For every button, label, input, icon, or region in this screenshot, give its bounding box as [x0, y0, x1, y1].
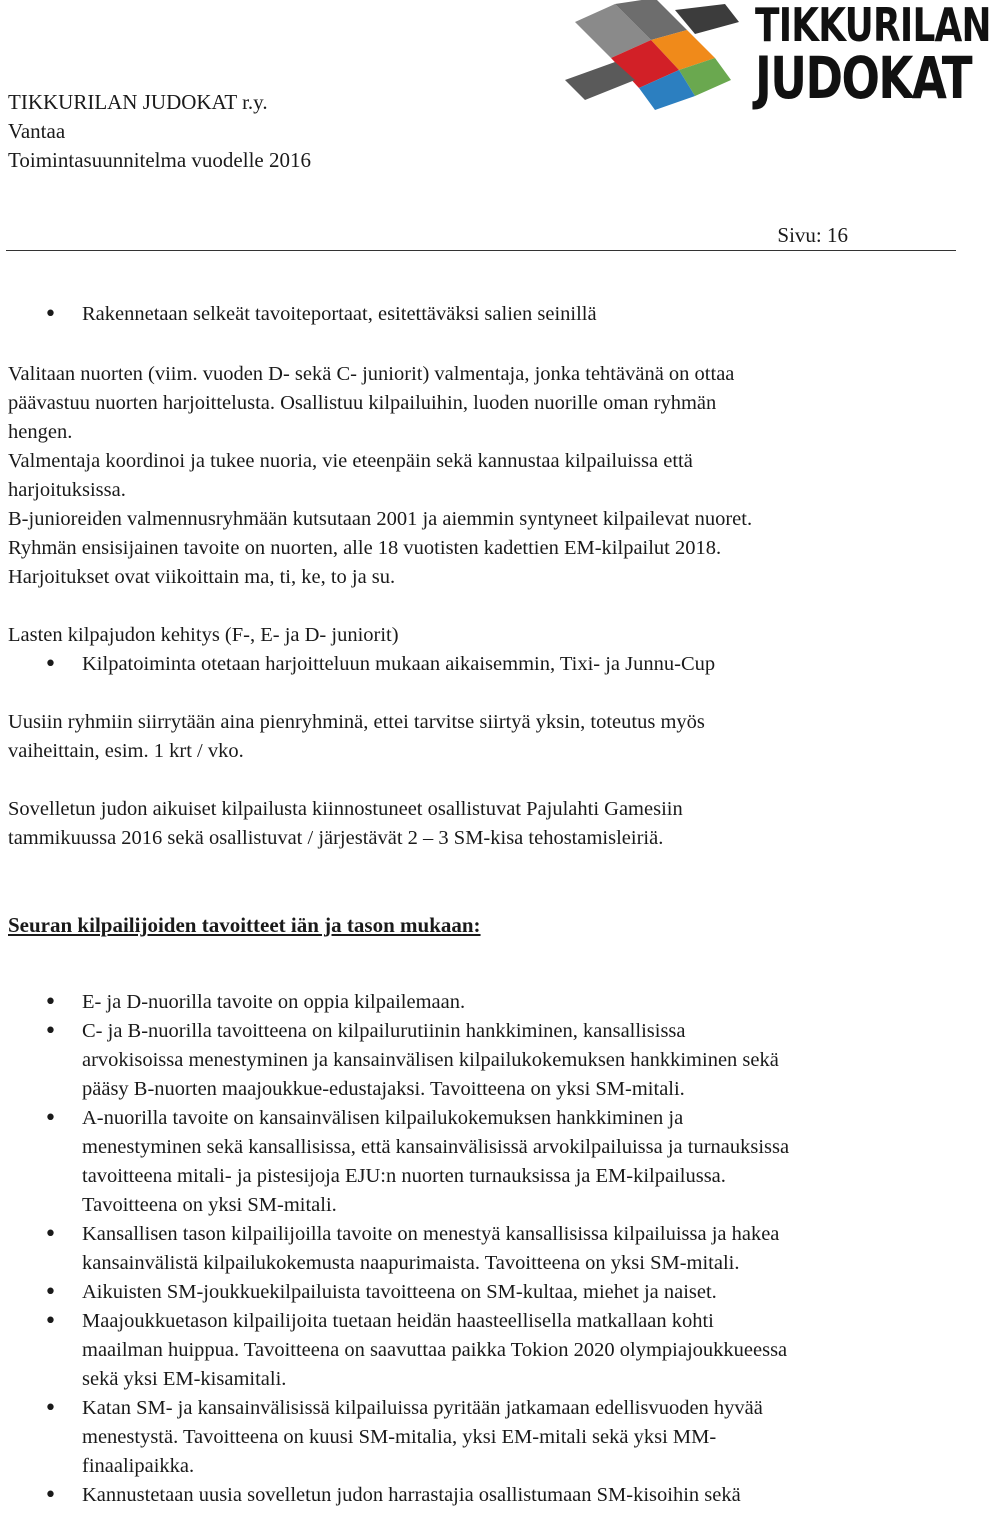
text-line: harjoituksissa. [8, 479, 126, 501]
text-line: menestystä. Tavoitteena on kuusi SM-mitalia, yksi EM-mitali sekä yksi MM- [82, 1426, 717, 1448]
text-line: • C- ja B-nuorilla tavoitteena on kilpailurutiinin hankkiminen, kansallisissa [82, 1020, 686, 1042]
text-line: Valmentaja koordinoi ja tukee nuoria, vie eteenpäin sekä kannustaa kilpailuissa että [8, 450, 693, 472]
list-item [8, 988, 958, 1017]
club-logo [555, 0, 991, 112]
list-item [8, 1307, 958, 1394]
text-line: Tavoitteena on yksi SM-mitali. [82, 1194, 337, 1216]
text-line: menestyminen sekä kansallisissa, että kansainvälisissä arvokilpailuissa ja turnauksissa [82, 1136, 790, 1158]
goals-list [8, 988, 958, 1510]
text-line: tammikuussa 2016 sekä osallistuvat / järjestävät 2 – 3 SM-kisa tehostamisleiriä. [8, 827, 664, 849]
logo-wordmark [755, 0, 991, 112]
logo-line-2: JUDOKAT [755, 44, 972, 112]
section-title-lasten: Lasten kilpajudon kehitys (F-, E- ja D- juniorit) [8, 624, 399, 646]
city: Vantaa [8, 119, 66, 143]
list-item: • Rakennetaan selkeät tavoiteportaat, esitettäväksi salien seinillä [8, 300, 958, 329]
text-line: • Katan SM- ja kansainvälisissä kilpailuissa pyritään jatkamaan edellisvuoden hyvää [82, 1397, 763, 1419]
text-line: Valitaan nuorten (viim. vuoden D- sekä C- juniorit) valmentaja, jonka tehtävänä on ottaa [8, 363, 735, 385]
list-item [8, 1481, 958, 1510]
text-line: arvokisoissa menestyminen ja kansainvälisen kilpailukokemuksen hankkiminen sekä [82, 1049, 779, 1071]
text-line: kansainvälistä kilpailukokemusta naapurimaista. Tavoitteena on yksi SM-mitali. [82, 1252, 740, 1274]
coach-paragraph [8, 360, 958, 592]
document-body [8, 300, 958, 1510]
text-line: Sovelletun judon aikuiset kilpailusta kiinnostuneet osallistuvat Pajulahti Gamesiin [8, 798, 683, 820]
org-name: TIKKURILAN JUDOKAT r.y. [8, 90, 268, 114]
text-line: pääsy B-nuorten maajoukkue-edustajaksi. Tavoitteena on yksi SM-mitali. [82, 1078, 685, 1100]
bullet-list-2 [8, 650, 958, 679]
text-line: • Maajoukkuetason kilpailijoita tuetaan heidän haasteellisella matkallaan kohti [82, 1310, 714, 1332]
text-line: päävastuu nuorten harjoittelusta. Osallistuu kilpailuihin, luoden nuorille oman ryhmän [8, 392, 717, 414]
list-item [8, 1017, 958, 1104]
groups-paragraph [8, 708, 958, 766]
text-line: • Kansallisen tason kilpailijoilla tavoite on menestyä kansallisissa kilpailuissa ja hakea [82, 1223, 780, 1245]
text-line: sekä yksi EM-kisamitali. [82, 1368, 287, 1390]
text-line: maailman huippua. Tavoitteena on saavuttaa paikka Tokion 2020 olympiajoukkueessa [82, 1339, 788, 1361]
text-line: • A-nuorilla tavoite on kansainvälisen kilpailukokemuksen hankkiminen ja [82, 1107, 684, 1129]
text-line: Harjoitukset ovat viikoittain ma, ti, ke, to ja su. [8, 566, 396, 588]
text-line: finaalipaikka. [82, 1455, 195, 1477]
list-item [8, 1104, 958, 1220]
list-item [8, 1394, 958, 1481]
text-line: • E- ja D-nuorilla tavoite on oppia kilpailemaan. [82, 991, 466, 1013]
list-item [8, 1278, 958, 1307]
text-line: Ryhmän ensisijainen tavoite on nuorten, alle 18 vuotisten kadettien EM-kilpailut 2018. [8, 537, 722, 559]
goals-heading: Seuran kilpailijoiden tavoitteet iän ja tason mukaan: [8, 913, 481, 937]
judo-emblem-icon [555, 0, 745, 112]
adapted-judo-paragraph [8, 795, 958, 853]
text-line: tavoitteena mitali- ja pistesijoja EJU:n nuorten turnauksissa ja EM-kilpailussa. [82, 1165, 726, 1187]
text-line: • Aikuisten SM-joukkuekilpailuista tavoitteena on SM-kultaa, miehet ja naiset. [82, 1281, 717, 1303]
text-line: • Kannustetaan uusia sovelletun judon harrastajia osallistumaan SM-kisoihin sekä [82, 1484, 741, 1506]
text-line: hengen. [8, 421, 73, 443]
page-number: Sivu: 16 [777, 223, 848, 247]
text-line: vaiheittain, esim. 1 krt / vko. [8, 740, 244, 762]
header-divider [6, 250, 956, 251]
text-line: Uusiin ryhmiin siirrytään aina pienryhminä, ettei tarvitse siirtyä yksin, toteutus myös [8, 711, 705, 733]
text-line: B-junioreiden valmennusryhmään kutsutaan 2001 ja aiemmin syntyneet kilpailevat nuoret. [8, 508, 753, 530]
list-item [8, 1220, 958, 1278]
bullet-list-1 [8, 300, 958, 329]
list-item: • Kilpatoiminta otetaan harjoitteluun mukaan aikaisemmin, Tixi- ja Junnu-Cup [8, 650, 958, 679]
logo-line-1: TIKKURILAN [755, 0, 991, 52]
document-title: Toimintasuunnitelma vuodelle 2016 [8, 148, 311, 172]
